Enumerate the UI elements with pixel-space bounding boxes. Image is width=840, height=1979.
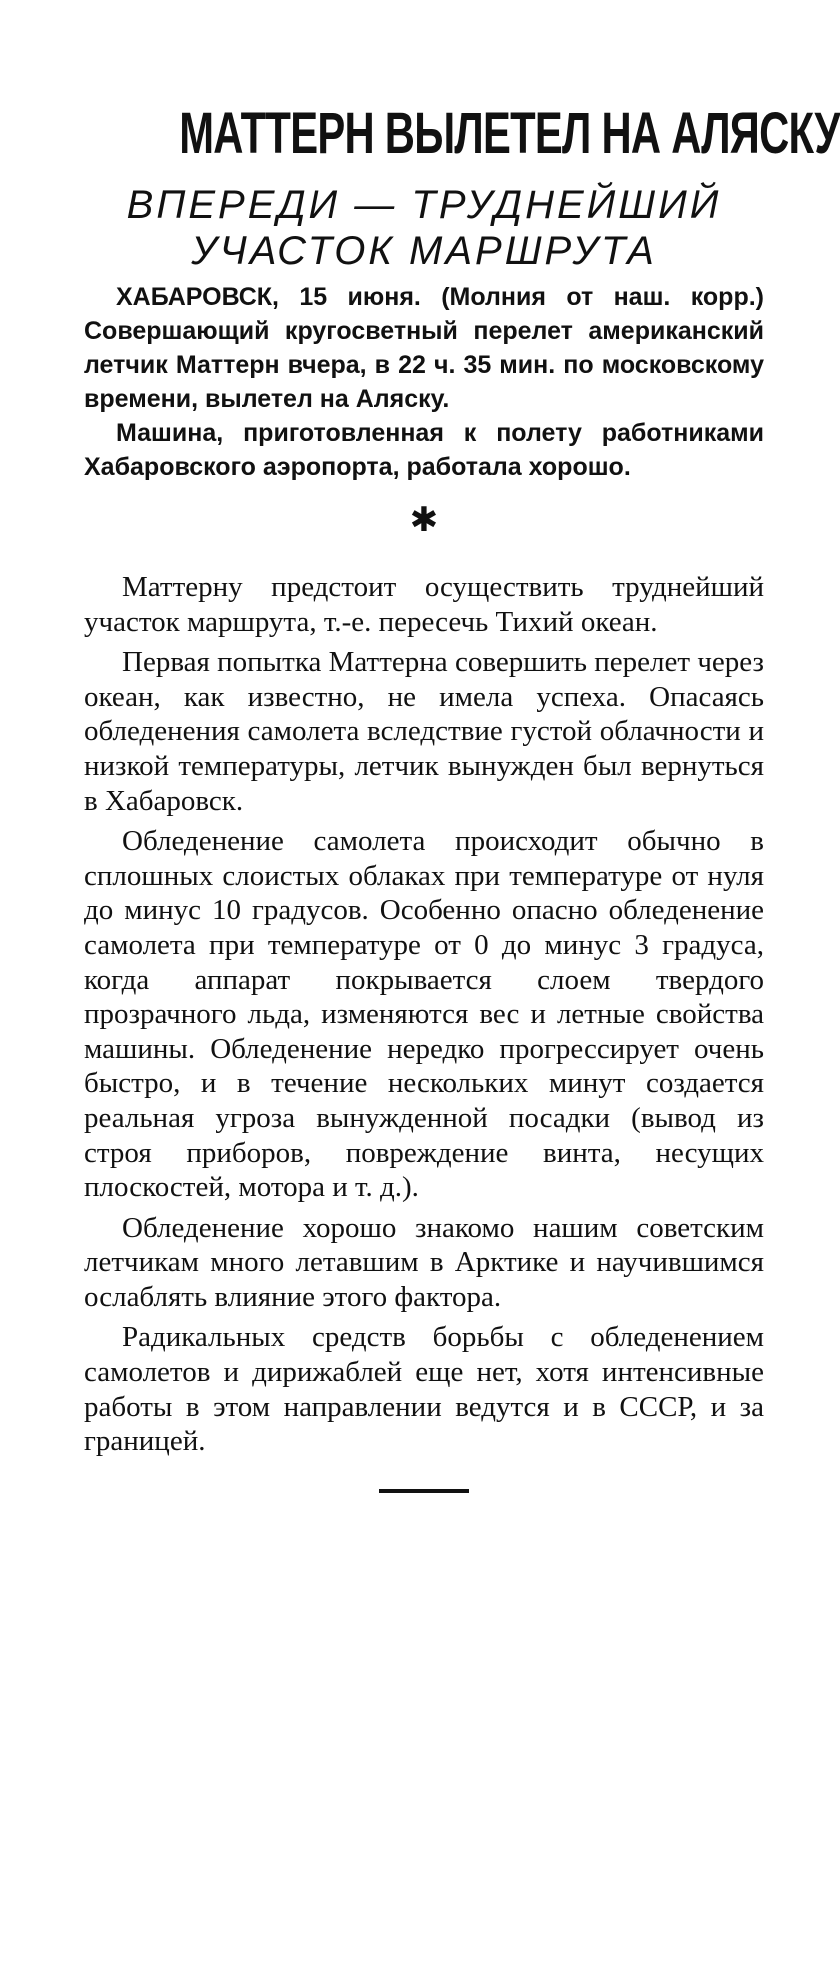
article-body [84,570,764,1459]
lead-paragraphs [84,280,764,484]
subheadline [84,182,764,274]
headline: МАТТЕРН ВЫЛЕТЕЛ НА АЛЯСКУ [179,101,840,166]
body-paragraph: Обледенение самолета происходит обычно в сплошных слоистых облаках при температуре от нуля до минус 10 градусов. Особенно опасно обледенение самолета при температуре от 0 до минус 3 градуса, когда аппарат покрывается слоем твердого прозрачного льда, изменяются вес и летные свойства машины. Обледенение нередко прогрессирует очень быстро, и в течение нескольких минут создается реальная угроза вынужденной посадки (вывод из строя приборов, повреждение винта, несущих плоскостей, мотора и т. д.). [84,825,764,1204]
body-paragraph: Радикальных средств борьбы с обледенением самолетов и дирижаблей еще нет, хотя интенсивные работы в этом направлении ведутся и в СССР, и за границей. [84,1321,764,1458]
subheadline-line-1: ВПЕРЕДИ — ТРУДНЕЙШИЙ [126,183,722,227]
asterisk-separator-icon: ✱ [409,500,439,540]
body-paragraph: Первая попытка Маттерна совершить перелет через океан, как известно, не имела успеха. Опасаясь обледенения самолета вследствие густой облачности и низкой температуры, летчик вынужден был вернуться в Хабаровск. [84,646,764,817]
body-paragraph: Маттерну предстоит осуществить труднейший участок маршрута, т.-е. пересечь Тихий океан. [84,571,764,638]
body-paragraph: Обледенение хорошо знакомо нашим советским летчикам много летавшим в Арктике и научившимся ослаблять влияние этого фактора. [84,1211,764,1313]
subheadline-line-2: УЧАСТОК МАРШРУТА [191,229,657,273]
news-article [84,96,840,1493]
lead-paragraph-dateline: ХАБАРОВСК, 15 июня. (Молния от наш. корр.) Совершающий кругосветный перелет американский летчик Маттерн вчера, в 22 ч. 35 мин. по московскому времени, вылетел на Аляску. [84,283,764,413]
end-rule-divider [379,1489,469,1493]
lead-paragraph: Машина, приготовленная к полету работниками Хабаровского аэропорта, работала хорошо. [84,419,764,481]
